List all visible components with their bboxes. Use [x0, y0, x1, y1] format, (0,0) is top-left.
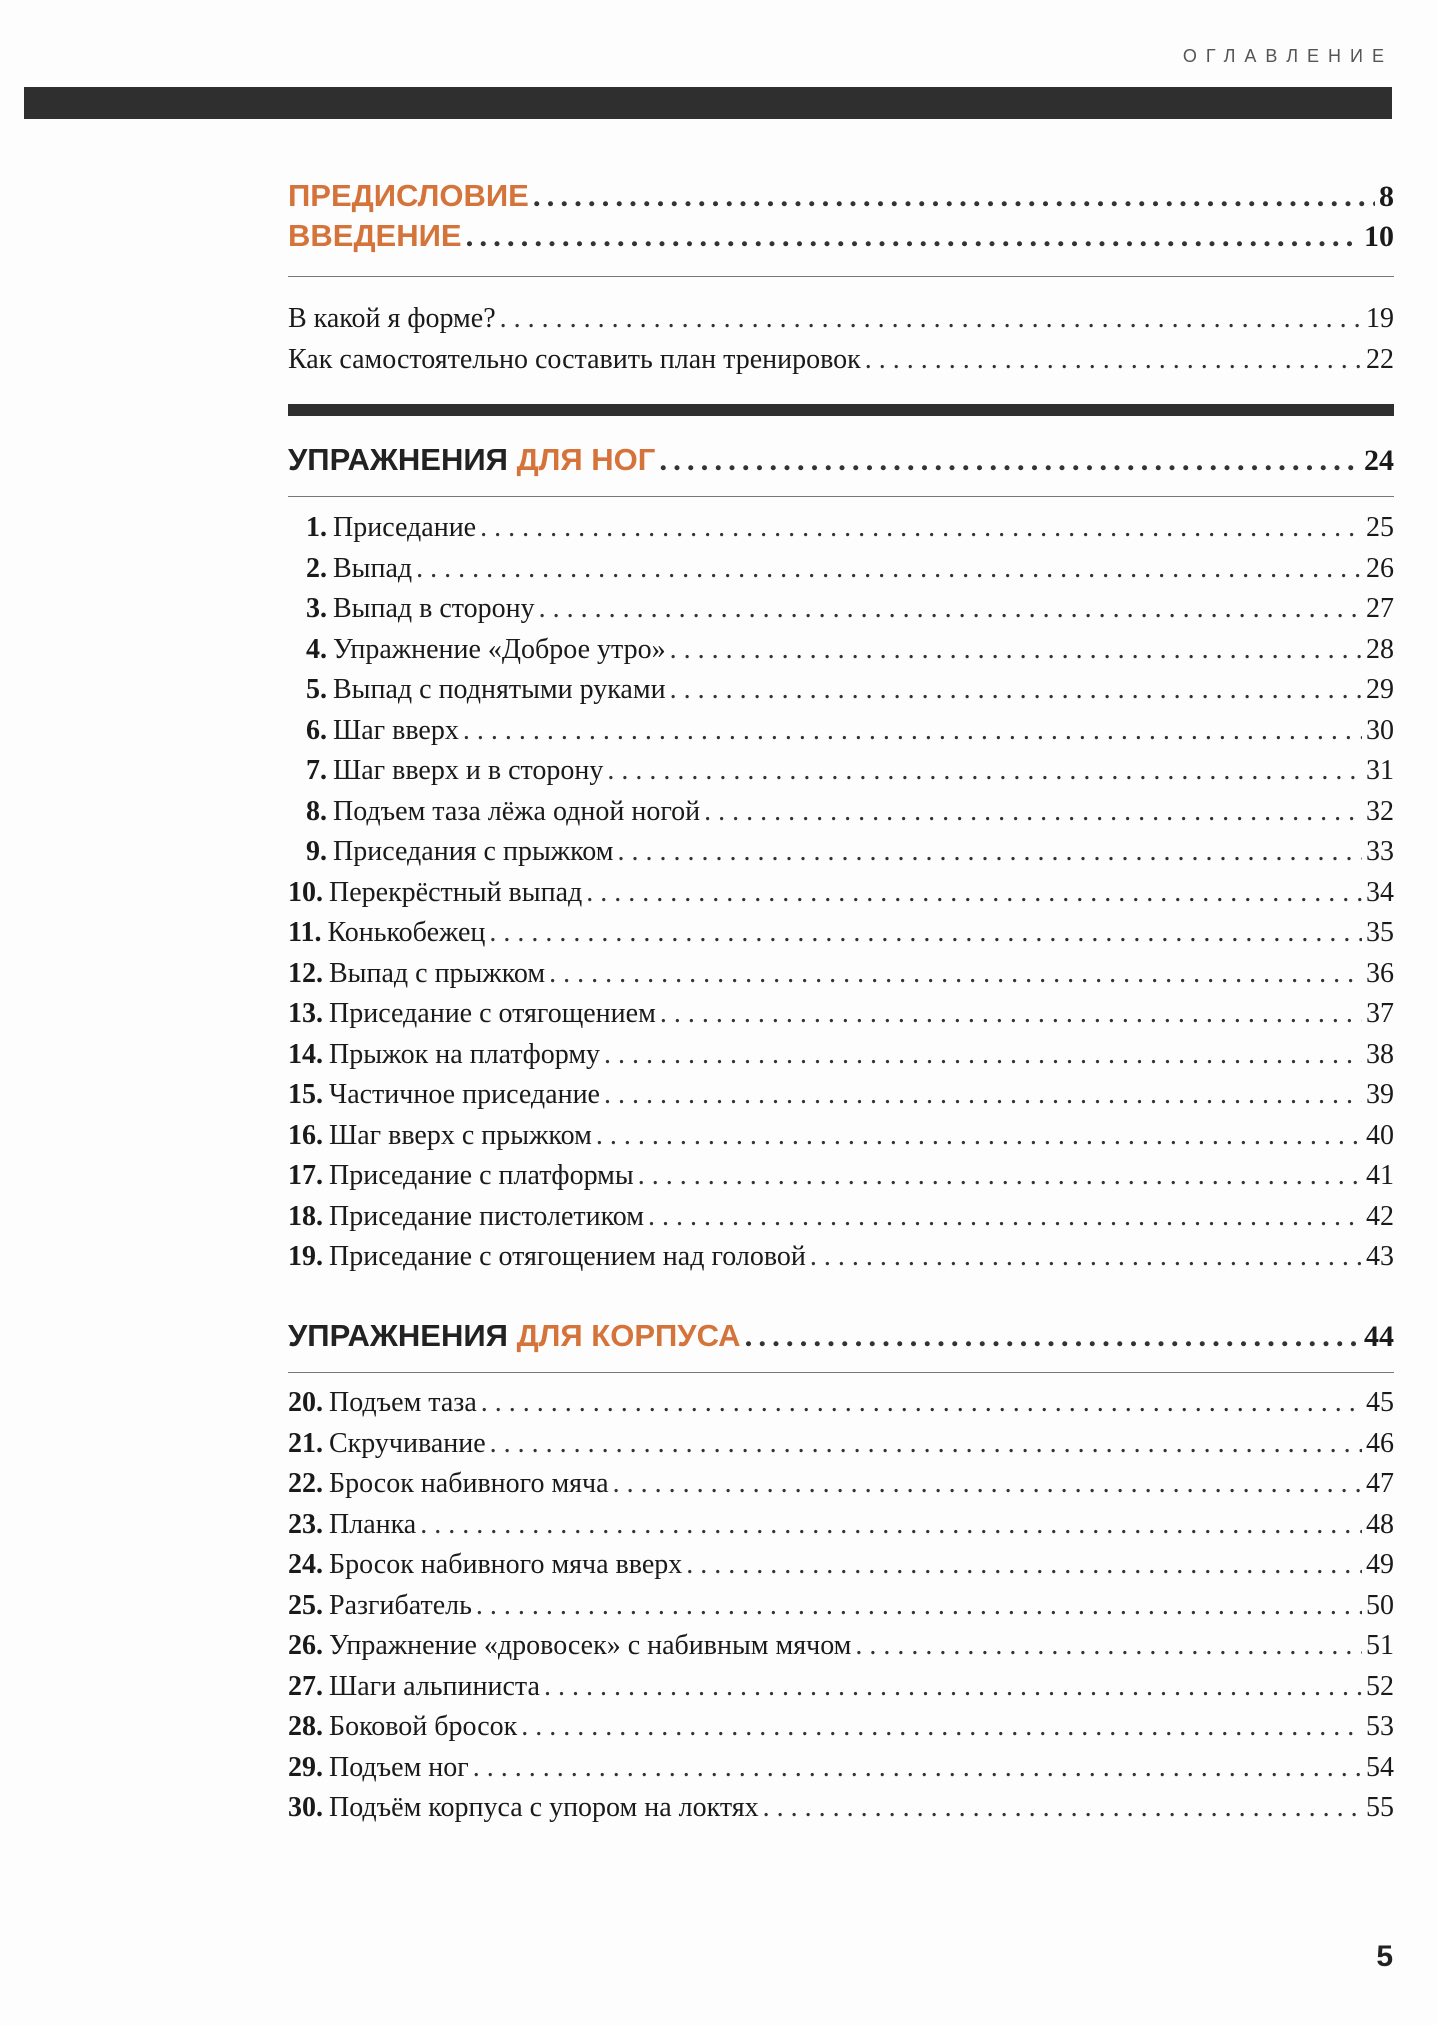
- leader-dots: [648, 1201, 1362, 1233]
- toc-entry[interactable]: [288, 344, 1394, 380]
- toc-entry[interactable]: [288, 755, 1394, 791]
- toc-page: 34: [1366, 876, 1394, 908]
- toc-label: [288, 1630, 851, 1662]
- toc-page: 45: [1366, 1387, 1394, 1418]
- toc-label: [288, 1120, 592, 1152]
- toc-entry[interactable]: [288, 1509, 1394, 1545]
- toc-label: [288, 1387, 477, 1419]
- leader-dots: [490, 1428, 1362, 1460]
- leader-dots: [670, 634, 1362, 666]
- toc-label: [288, 344, 861, 376]
- exercise-title: Разгибатель: [329, 1589, 472, 1621]
- toc-entry[interactable]: [288, 715, 1394, 751]
- exercise-title: Приседание с отягощением над головой: [329, 1241, 806, 1272]
- exercise-number: 1.: [306, 512, 327, 543]
- toc-page: 36: [1366, 957, 1394, 989]
- exercise-number: 26.: [288, 1630, 323, 1661]
- toc-page: 33: [1366, 836, 1394, 867]
- exercise-title: Бросок набивного мяча вверх: [329, 1549, 683, 1580]
- toc-page: 55: [1366, 1792, 1394, 1823]
- leader-dots: [763, 1792, 1362, 1824]
- section-title-suffix: ДЛЯ НОГ: [516, 442, 656, 477]
- leader-dots: [638, 1160, 1362, 1192]
- leader-dots: [533, 178, 1375, 214]
- toc-page: 51: [1366, 1630, 1394, 1661]
- leader-dots: [659, 442, 1360, 478]
- toc-label: [288, 877, 582, 909]
- toc-entry[interactable]: [288, 1201, 1394, 1237]
- toc-label: [288, 1671, 540, 1703]
- section-title: [288, 1318, 741, 1354]
- toc-page: 53: [1366, 1711, 1394, 1742]
- leader-dots: [544, 1671, 1362, 1703]
- exercise-number: 3.: [306, 593, 327, 624]
- exercise-number: 16.: [288, 1119, 323, 1151]
- toc-page: 30: [1366, 714, 1394, 746]
- toc-page: 52: [1366, 1670, 1394, 1702]
- toc-entry-legs-section[interactable]: [288, 442, 1394, 482]
- toc-entry-introduction[interactable]: [288, 218, 1394, 258]
- leader-dots: [480, 512, 1362, 544]
- exercise-number: 15.: [288, 1079, 323, 1110]
- toc-label: [288, 958, 545, 990]
- toc-label: [288, 303, 496, 335]
- toc-page: 25: [1366, 512, 1394, 543]
- toc-entry[interactable]: [288, 1120, 1394, 1156]
- toc-page: 47: [1366, 1468, 1394, 1499]
- divider-rule: [288, 276, 1394, 277]
- toc-page: 27: [1366, 593, 1394, 624]
- header-bar: [24, 87, 1392, 119]
- exercise-title: Конькобежец: [327, 917, 486, 948]
- exercise-title: Выпад: [333, 552, 413, 584]
- toc-page: 43: [1366, 1241, 1394, 1272]
- exercise-title: Подъем таза: [329, 1387, 477, 1418]
- toc-entry[interactable]: [288, 796, 1394, 832]
- exercise-title: Скручивание: [329, 1427, 486, 1459]
- exercise-number: 29.: [288, 1751, 323, 1783]
- leader-dots: [466, 218, 1360, 254]
- exercise-number: 20.: [288, 1387, 323, 1418]
- exercise-title: Шаг вверх с прыжком: [329, 1119, 592, 1151]
- toc-entry[interactable]: [288, 303, 1394, 339]
- section-title: [288, 442, 655, 478]
- exercise-title: Бросок набивного мяча: [329, 1468, 609, 1499]
- exercise-number: 9.: [306, 836, 327, 867]
- toc-label: [288, 796, 700, 828]
- exercise-number: 23.: [288, 1508, 323, 1540]
- toc-label: [288, 1468, 609, 1500]
- exercise-number: 30.: [288, 1792, 323, 1823]
- exercise-number: 10.: [288, 876, 323, 908]
- toc-entry-core-section[interactable]: [288, 1318, 1394, 1358]
- toc-entry[interactable]: [288, 1428, 1394, 1464]
- toc-page: 50: [1366, 1589, 1394, 1621]
- exercise-title: Приседание: [333, 512, 477, 543]
- toc-label: [288, 1201, 644, 1233]
- toc-label: [288, 1792, 759, 1824]
- leader-dots: [539, 593, 1362, 625]
- exercise-title: В какой я форме?: [288, 303, 496, 334]
- running-head: ОГЛАВЛЕНИЕ: [1182, 46, 1393, 66]
- exercise-title: Шаг вверх: [333, 714, 459, 746]
- toc-page: 28: [1366, 633, 1394, 665]
- exercise-number: 17.: [288, 1160, 323, 1191]
- section-title-prefix: УПРАЖНЕНИЯ: [288, 442, 508, 477]
- leader-dots: [704, 796, 1362, 828]
- leader-dots: [500, 303, 1362, 335]
- toc-label: [288, 1509, 416, 1541]
- leader-dots: [686, 1549, 1362, 1581]
- toc-entry[interactable]: [288, 1468, 1394, 1504]
- exercise-number: 14.: [288, 1038, 323, 1070]
- leader-dots: [521, 1711, 1362, 1743]
- toc-label: [288, 1079, 600, 1111]
- exercise-title: Подъем таза лёжа одной ногой: [333, 795, 701, 827]
- toc-entry[interactable]: [288, 1590, 1394, 1626]
- leader-dots: [865, 344, 1362, 376]
- toc-page: 40: [1366, 1119, 1394, 1151]
- toc-entry[interactable]: [288, 1630, 1394, 1666]
- exercise-number: 27.: [288, 1670, 323, 1702]
- leader-dots: [660, 998, 1362, 1030]
- exercise-number: 28.: [288, 1711, 323, 1742]
- exercise-title: Планка: [329, 1508, 417, 1540]
- toc-label: [288, 1428, 486, 1460]
- section-title-prefix: УПРАЖНЕНИЯ: [288, 1318, 508, 1353]
- toc-entry[interactable]: [288, 877, 1394, 913]
- toc-page: 39: [1366, 1079, 1394, 1110]
- leader-dots: [596, 1120, 1362, 1152]
- leader-dots: [604, 1039, 1362, 1071]
- toc-label: [288, 715, 459, 747]
- leader-dots: [549, 958, 1362, 990]
- exercise-number: 21.: [288, 1427, 323, 1459]
- toc-entry[interactable]: [288, 1711, 1394, 1747]
- toc-page: 44: [1364, 1320, 1394, 1353]
- exercise-number: 13.: [288, 998, 323, 1029]
- leader-dots: [618, 836, 1363, 868]
- toc-entry[interactable]: [288, 1792, 1394, 1828]
- toc-label: [288, 1039, 600, 1071]
- toc-label: [288, 1590, 472, 1622]
- exercise-number: 6.: [306, 714, 327, 746]
- toc-page: 29: [1366, 674, 1394, 705]
- exercise-number: 22.: [288, 1468, 323, 1499]
- leader-dots: [670, 674, 1362, 706]
- toc-entry-preface[interactable]: [288, 178, 1394, 218]
- toc-page: 49: [1366, 1549, 1394, 1580]
- leader-dots: [420, 1509, 1362, 1541]
- toc-entry[interactable]: [288, 1160, 1394, 1196]
- toc-page: 22: [1366, 343, 1394, 375]
- toc-entry[interactable]: [288, 1039, 1394, 1075]
- toc-entry[interactable]: [288, 1241, 1394, 1277]
- toc-label: [288, 1160, 634, 1192]
- toc-label: [288, 917, 485, 949]
- exercise-number: 19.: [288, 1241, 323, 1272]
- leader-dots: [463, 715, 1362, 747]
- exercise-number: 25.: [288, 1589, 323, 1621]
- toc-label: [288, 512, 476, 544]
- exercise-title: Частичное приседание: [329, 1079, 600, 1110]
- toc-entry[interactable]: [288, 674, 1394, 710]
- leader-dots: [607, 755, 1362, 787]
- toc-label: [288, 634, 666, 666]
- exercise-title: Выпад в сторону: [333, 593, 535, 624]
- exercise-title: Как самостоятельно составить план тренировок: [288, 343, 861, 375]
- toc-page: 41: [1366, 1160, 1394, 1191]
- toc-label: ПРЕДИСЛОВИЕ: [288, 178, 529, 213]
- toc-page: 31: [1366, 755, 1394, 786]
- exercise-title: Приседание с платформы: [329, 1160, 634, 1191]
- exercise-title: Шаги альпиниста: [329, 1670, 540, 1702]
- divider-rule: [288, 1372, 1394, 1373]
- exercise-title: Выпад с поднятыми руками: [333, 674, 666, 705]
- toc-label: [288, 1752, 469, 1784]
- exercise-number: 2.: [306, 552, 327, 584]
- exercise-title: Приседание пистолетиком: [329, 1200, 644, 1232]
- toc-page: 35: [1366, 917, 1394, 948]
- toc-page: 8: [1379, 180, 1394, 213]
- toc-page: 24: [1364, 444, 1394, 477]
- toc-label: [288, 755, 603, 787]
- exercise-title: Прыжок на платформу: [329, 1038, 601, 1070]
- exercise-title: Шаг вверх и в сторону: [333, 755, 604, 786]
- exercise-number: 4.: [306, 633, 327, 665]
- exercise-title: Выпад с прыжком: [329, 957, 546, 989]
- exercise-title: Упражнение «дровосек» с набивным мячом: [329, 1630, 852, 1661]
- exercise-title: Перекрёстный выпад: [329, 876, 583, 908]
- leader-dots: [481, 1387, 1362, 1419]
- leader-dots: [476, 1590, 1362, 1622]
- toc-label: [288, 836, 614, 868]
- toc-entry[interactable]: [288, 1671, 1394, 1707]
- toc-label: [288, 998, 656, 1030]
- exercise-title: Подъём корпуса с упором на локтях: [329, 1792, 759, 1823]
- divider-rule: [288, 496, 1394, 497]
- toc-page: 32: [1366, 795, 1394, 827]
- toc-page: 26: [1366, 552, 1394, 584]
- exercise-title: Приседание с отягощением: [329, 998, 656, 1029]
- toc-page: 54: [1366, 1751, 1394, 1783]
- leader-dots: [604, 1079, 1362, 1111]
- toc-page: 48: [1366, 1508, 1394, 1540]
- toc-label: [288, 553, 412, 585]
- exercise-number: 5.: [306, 674, 327, 705]
- toc-entry[interactable]: [288, 958, 1394, 994]
- exercise-title: Подъем ног: [329, 1751, 469, 1783]
- leader-dots: [473, 1752, 1362, 1784]
- leader-dots: [586, 877, 1362, 909]
- toc-label: ВВЕДЕНИЕ: [288, 218, 462, 253]
- toc-label: [288, 593, 535, 625]
- exercise-number: 24.: [288, 1549, 323, 1580]
- toc-entry[interactable]: [288, 1549, 1394, 1585]
- toc-entry[interactable]: [288, 1387, 1394, 1423]
- toc-entry[interactable]: [288, 593, 1394, 629]
- page-number: 5: [1376, 1940, 1393, 1973]
- toc-label: [288, 1711, 517, 1743]
- exercise-title: Боковой бросок: [329, 1711, 518, 1742]
- toc-label: [288, 1241, 806, 1273]
- toc-page: 46: [1366, 1427, 1394, 1459]
- leader-dots: [613, 1468, 1362, 1500]
- exercise-number: 7.: [306, 755, 327, 786]
- toc-entry[interactable]: [288, 1079, 1394, 1115]
- exercise-number: 12.: [288, 957, 323, 989]
- exercise-number: 11.: [288, 917, 322, 948]
- section-title-suffix: ДЛЯ КОРПУСА: [516, 1318, 741, 1353]
- exercise-number: 8.: [306, 795, 327, 827]
- toc-entry[interactable]: [288, 836, 1394, 872]
- toc-entry[interactable]: [288, 1752, 1394, 1788]
- toc-entry[interactable]: [288, 917, 1394, 953]
- exercise-title: Приседания с прыжком: [333, 836, 614, 867]
- toc-entry[interactable]: [288, 998, 1394, 1034]
- toc-page: 10: [1364, 220, 1394, 253]
- toc-page: 19: [1366, 303, 1394, 334]
- leader-dots: [489, 917, 1362, 949]
- toc-label: [288, 674, 666, 706]
- toc-page: 37: [1366, 998, 1394, 1029]
- toc-label: [288, 1549, 682, 1581]
- toc-page: 42: [1366, 1200, 1394, 1232]
- toc-entry[interactable]: [288, 512, 1394, 548]
- toc-page: 38: [1366, 1038, 1394, 1070]
- leader-dots: [416, 553, 1362, 585]
- leader-dots: [745, 1318, 1360, 1354]
- exercise-number: 18.: [288, 1200, 323, 1232]
- section-divider-bar: [288, 404, 1394, 416]
- leader-dots: [855, 1630, 1362, 1662]
- toc-entry[interactable]: [288, 634, 1394, 670]
- leader-dots: [810, 1241, 1362, 1273]
- toc-entry[interactable]: [288, 553, 1394, 589]
- exercise-title: Упражнение «Доброе утро»: [333, 633, 666, 665]
